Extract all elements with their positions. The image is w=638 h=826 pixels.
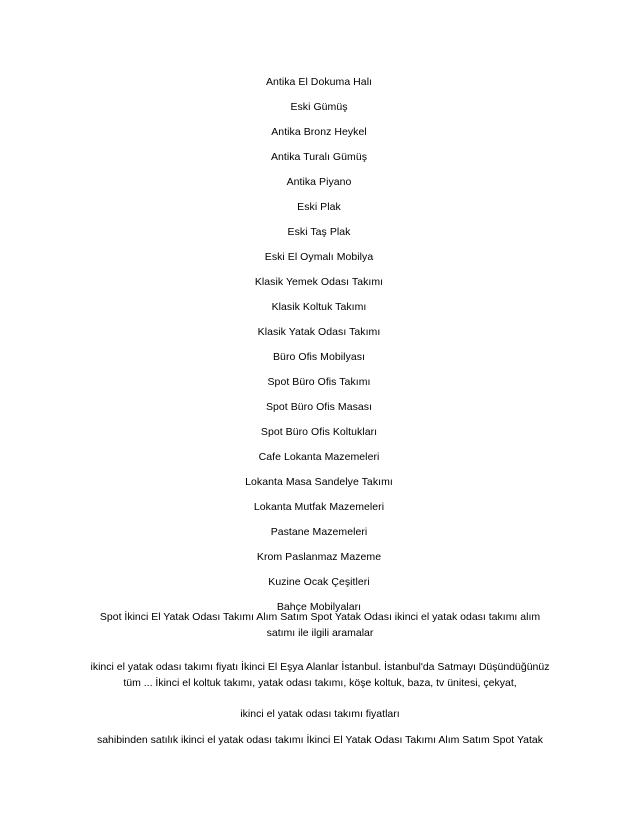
list-item: Lokanta Mutfak Mazemeleri bbox=[253, 501, 385, 513]
list-item: Lokanta Masa Sandelye Takımı bbox=[245, 476, 393, 488]
list-item: Klasik Koltuk Takımı bbox=[271, 301, 367, 313]
list-item: Spot Büro Ofis Takımı bbox=[267, 376, 371, 388]
list-item: Büro Ofis Mobilyası bbox=[273, 351, 365, 363]
list-item: Antika Bronz Heykel bbox=[271, 126, 367, 138]
list-item: Antika El Dokuma Halı bbox=[265, 76, 373, 88]
list-item: Kuzine Ocak Çeşitleri bbox=[268, 576, 370, 588]
paragraph-prices-heading: ikinci el yatak odası takımı fiyatları bbox=[240, 708, 400, 720]
list-item: Eski Gümüş bbox=[290, 101, 348, 113]
list-item: Spot Büro Ofis Masası bbox=[265, 401, 373, 413]
paragraph-search-related: Spot İkinci El Yatak Odası Takımı Alım Satım Spot Yatak Odası ikinci el yatak odası takımı alım satımı ile ilgili aramalar bbox=[99, 611, 541, 639]
list-item: Krom Paslanmaz Mazeme bbox=[256, 551, 382, 563]
paragraph-price-info: ikinci el yatak odası takımı fiyatı İkinci El Eşya Alanlar İstanbul. İstanbul'da Satmayı Düşündüğünüz tüm ... İkinci el koltuk takımı, yatak odası takımı, köşe koltuk, baza, tv ünitesi, çekyat, bbox=[90, 661, 550, 689]
list-item: Cafe Lokanta Mazemeleri bbox=[258, 451, 380, 463]
list-item: Pastane Mazemeleri bbox=[270, 526, 368, 538]
list-item: Eski Taş Plak bbox=[287, 226, 351, 238]
list-item: Antika Turalı Gümüş bbox=[270, 151, 368, 163]
item-list bbox=[0, 70, 638, 620]
paragraph-owner-sale: sahibinden satılık ikinci el yatak odası takımı İkinci El Yatak Odası Takımı Alım Satım Spot Yatak bbox=[96, 734, 544, 746]
list-item: Antika Piyano bbox=[286, 176, 352, 188]
list-item: Bahçe Mobilyaları bbox=[276, 601, 362, 613]
list-item: Klasik Yatak Odası Takımı bbox=[257, 326, 381, 338]
list-item: Klasik Yemek Odası Takımı bbox=[254, 276, 384, 288]
list-item: Eski El Oymalı Mobilya bbox=[264, 251, 374, 263]
list-item: Spot Büro Ofis Koltukları bbox=[260, 426, 378, 438]
list-item: Eski Plak bbox=[297, 201, 341, 213]
